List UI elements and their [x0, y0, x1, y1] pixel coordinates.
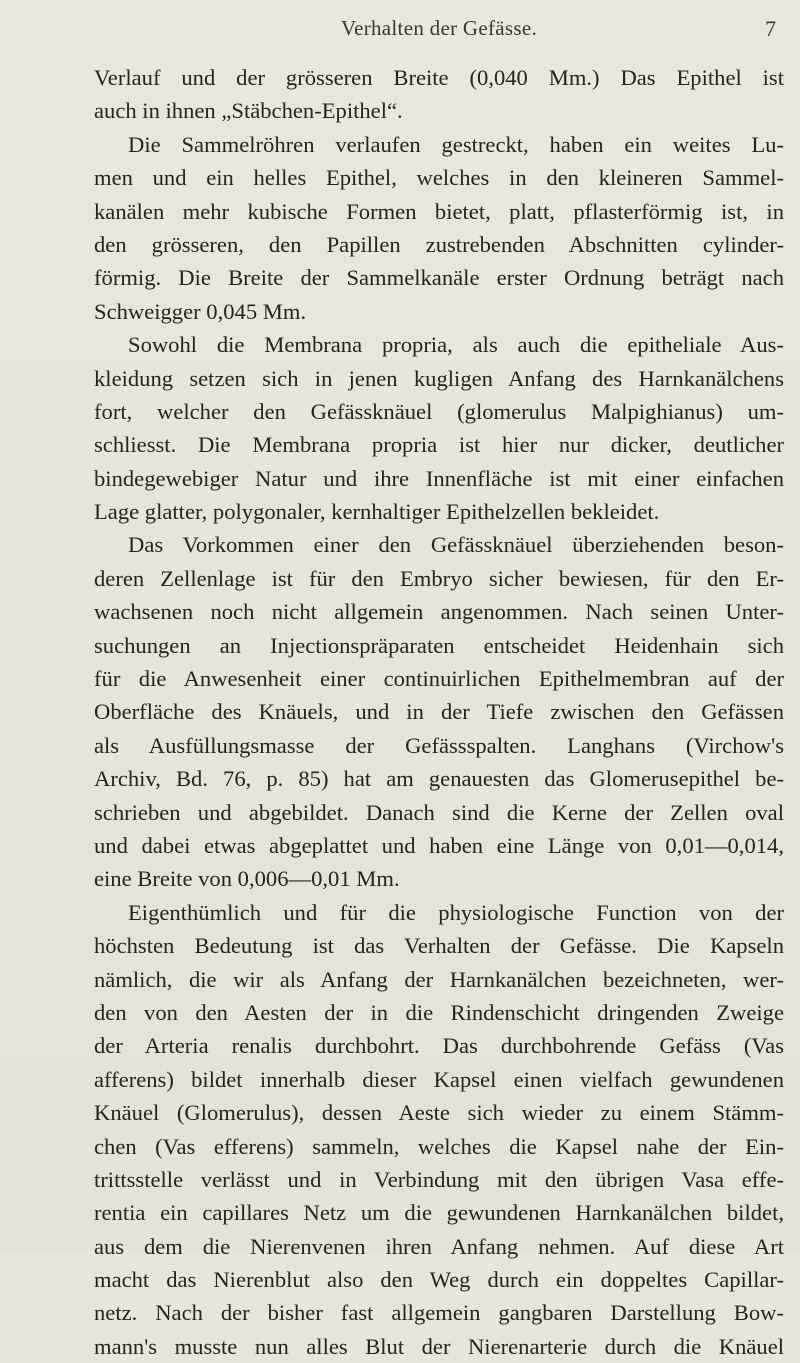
text-line: men und ein helles Epithel, welches in den kleineren Sammel- — [94, 165, 784, 191]
text-line: afferens) bildet innerhalb dieser Kapsel einen vielfach gewundenen — [94, 1066, 784, 1092]
text-line: deren Zellenlage ist für den Embryo sicher bewiesen, für den Er- — [94, 565, 784, 591]
text-line: höchsten Bedeutung ist das Verhalten der Gefässe. Die Kapseln — [94, 933, 784, 959]
text-line: wachsenen noch nicht allgemein angenommen. Nach seinen Unter- — [94, 599, 784, 625]
text-line: chen (Vas efferens) sammeln, welches die Kapsel nahe der Ein- — [94, 1133, 784, 1159]
text-line: fort, welcher den Gefässknäuel (glomerulus Malpighianus) um- — [94, 398, 784, 424]
text-line: schrieben und abgebildet. Danach sind die Kerne der Zellen oval — [94, 799, 784, 825]
text-line: Schweigger 0,045 Mm. — [94, 298, 307, 324]
text-line: der Arteria renalis durchbohrt. Das durchbohrende Gefäss (Vas — [94, 1033, 784, 1059]
text-line: den grösseren, den Papillen zustrebenden Abschnitten cylinder- — [94, 231, 784, 257]
text-line: förmig. Die Breite der Sammelkanäle erster Ordnung beträgt nach — [94, 265, 784, 291]
text-line: für die Anwesenheit einer continuirlichen Epithelmembran auf der — [94, 666, 784, 692]
text-line: als Ausfüllungsmasse der Gefässspalten. Langhans (Virchow's — [94, 732, 784, 758]
text-line: trittsstelle verlässt und in Verbindung mit den übrigen Vasa effe- — [94, 1166, 784, 1192]
text-line: und dabei etwas abgeplattet und haben eine Länge von 0,01—0,014, — [94, 832, 784, 858]
text-line: kanälen mehr kubische Formen bietet, platt, pflasterförmig ist, in — [94, 198, 784, 224]
text-line: schliesst. Die Membrana propria ist hier nur dicker, deutlicher — [94, 432, 784, 458]
text-line: Oberfläche des Knäuels, und in der Tiefe zwischen den Gefässen — [94, 699, 784, 725]
text-line: Archiv, Bd. 76, p. 85) hat am genauesten das Glomerusepithel be- — [94, 766, 784, 792]
text-line: Das Vorkommen einer den Gefässknäuel überziehenden beson- — [128, 532, 784, 558]
text-line: Knäuel (Glomerulus), dessen Aeste sich wieder zu einem Stämm- — [94, 1100, 784, 1126]
text-line: Sowohl die Membrana propria, als auch die epitheliale Aus- — [128, 332, 784, 358]
text-line: mann's musste nun alles Blut der Nierenarterie durch die Knäuel — [94, 1333, 784, 1359]
text-line: eine Breite von 0,006—0,01 Mm. — [94, 866, 400, 892]
text-line: auch in ihnen „Stäbchen-Epithel“. — [94, 98, 403, 124]
text-line: bindegewebiger Natur und ihre Innenfläche ist mit einer einfachen — [94, 465, 784, 491]
text-line: suchungen an Injectionspräparaten entscheidet Heidenhain sich — [94, 632, 784, 658]
text-line: nämlich, die wir als Anfang der Harnkanälchen bezeichneten, wer- — [94, 966, 784, 992]
text-line: macht das Nierenblut also den Weg durch ein doppeltes Capillar- — [94, 1267, 784, 1293]
text-line: aus dem die Nierenvenen ihren Anfang nehmen. Auf diese Art — [94, 1233, 784, 1259]
text-line: Die Sammelröhren verlaufen gestreckt, haben ein weites Lu- — [128, 131, 784, 157]
text-line: Verlauf und der grösseren Breite (0,040 Mm.) Das Epithel ist — [94, 65, 784, 90]
running-title: Verhalten der Gefässe. — [340, 16, 538, 40]
page-number: 7 — [765, 16, 776, 41]
running-header — [94, 16, 784, 56]
text-line: den von den Aesten der in die Rindenschicht dringenden Zweige — [94, 999, 784, 1025]
text-line: Lage glatter, polygonaler, kernhaltiger Epithelzellen bekleidet. — [94, 499, 660, 525]
text-line: Eigenthümlich und für die physiologische Function von der — [128, 899, 784, 925]
text-line: netz. Nach der bisher fast allgemein gangbaren Darstellung Bow- — [94, 1300, 784, 1326]
text-line: rentia ein capillares Netz um die gewundenen Harnkanälchen bildet, — [94, 1200, 784, 1226]
text-line: kleidung setzen sich in jenen kugligen Anfang des Harnkanälchens — [94, 365, 784, 391]
body-text — [94, 61, 784, 1363]
